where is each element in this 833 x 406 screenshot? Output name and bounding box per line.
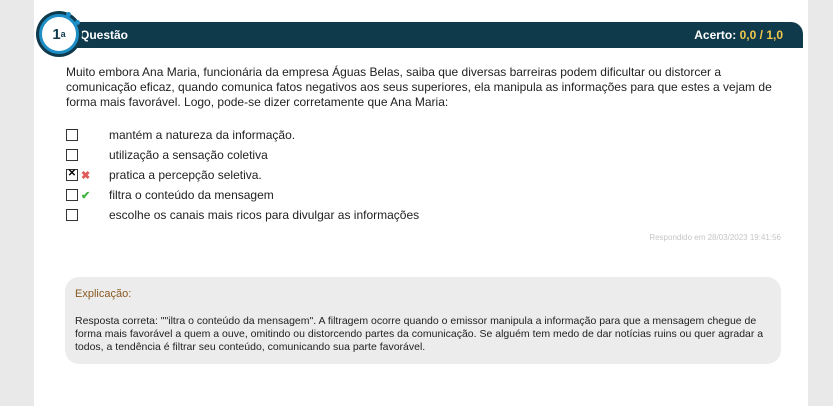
score-value: 0,0 xyxy=(739,28,757,42)
score-display xyxy=(694,28,783,42)
question-number-sup: a xyxy=(60,29,66,39)
answer-option-label: escolhe os canais mais ricos para divulgar as informações xyxy=(109,208,420,222)
question-header xyxy=(42,22,803,48)
score-separator: / xyxy=(756,28,767,42)
answer-checkbox[interactable] xyxy=(66,129,78,141)
answer-option-label: mantém a natureza da informação. xyxy=(109,128,296,142)
answer-checkbox[interactable] xyxy=(66,189,78,201)
question-number: 1 xyxy=(52,25,61,43)
header-title: Questão xyxy=(80,28,129,42)
explanation-text: Resposta correta: ""iltra o conteúdo da mensagem". A filtragem ocorre quando o emissor manipula a informação para que a mensagem chegue de forma mais favorável a quem a ouve, omitindo ou distorcendo partes da comunicação. Se alguém tem medo de dar notícias ruins ou quer agradar a todos, a tendência é filtrar seu conteúdo, comunicando sua parte favorável. xyxy=(75,315,764,353)
answer-option[interactable] xyxy=(66,167,262,183)
answer-option[interactable] xyxy=(66,147,268,163)
answered-timestamp: Respondido em 28/03/2023 19:41:56 xyxy=(649,233,781,242)
answer-option-label: utilização a sensação coletiva xyxy=(109,148,268,162)
question-number-badge xyxy=(39,14,79,54)
explanation-title: Explicação: xyxy=(75,288,132,300)
answer-option[interactable] xyxy=(66,127,296,143)
answer-option-label: pratica a percepção seletiva. xyxy=(109,168,262,182)
explanation-box xyxy=(65,277,781,364)
badge-dot-icon xyxy=(75,20,80,25)
answer-option-label: filtra o conteúdo da mensagem xyxy=(109,188,274,202)
answer-checkbox[interactable] xyxy=(66,209,78,221)
score-label: Acerto: xyxy=(694,28,737,42)
wrong-icon: ✖ xyxy=(81,169,91,182)
answer-option[interactable] xyxy=(66,207,420,223)
question-text: Muito embora Ana Maria, funcionária da empresa Águas Belas, saiba que diversas barreiras podem dificultar ou distorcer a comunicação eficaz, quando comunica fatos negativos aos seus superiores, ela manipula as informações para que estes a vejam de forma mais favorável. Logo, pode-se dizer corretamente que Ana Maria: xyxy=(66,65,772,109)
score-total: 1,0 xyxy=(766,28,783,42)
answer-checkbox[interactable] xyxy=(66,149,78,161)
badge-dot-icon xyxy=(66,12,71,17)
correct-icon: ✔ xyxy=(81,189,91,202)
answer-checkbox[interactable] xyxy=(66,169,78,181)
answer-option[interactable] xyxy=(66,187,274,203)
